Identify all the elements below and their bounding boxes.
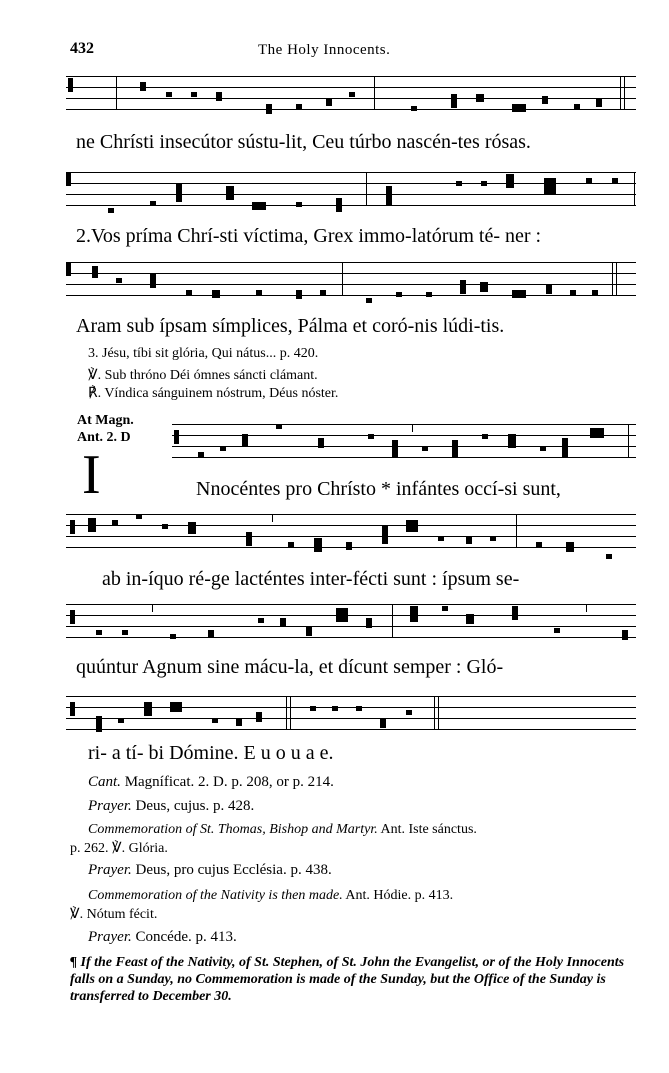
antiphon-lyric-line: ab in-íquo ré-ge lacténtes inter-fécti sunt : ípsum se- <box>102 568 520 590</box>
antiphon-label: At Magn. Ant. 2. D <box>77 413 134 445</box>
rubric-prayer: Prayer. Concéde. p. 413. <box>88 929 237 945</box>
chant-lyric-line: ne Chrísti insecútor sústu-lit, Ceu túrbo nascén-tes rósas. <box>76 131 531 153</box>
rubric-reference: p. 262. ℣. Glória. <box>70 841 168 856</box>
antiphon-lyric-line: Nnocéntes pro Chrísto * infántes occí-si sunt, <box>196 478 561 500</box>
clef <box>68 78 73 92</box>
antiphon-lyric-line: quúntur Agnum sine mácu-la, et dícunt semper : Gló- <box>76 656 504 678</box>
music-staff <box>66 262 636 306</box>
music-staff <box>66 514 636 558</box>
rubric-commemoration: Commemoration of St. Thomas, Bishop and Martyr. Ant. Iste sánctus. <box>88 822 477 837</box>
rubric-reference: ℣. Nótum fécit. <box>70 907 158 922</box>
music-staff <box>66 604 636 648</box>
verse-line: 3. Jésu, tíbi sit glória, Qui nátus... p. 420. <box>88 346 319 361</box>
versicle: ℣. Sub thróno Déi ómnes sáncti clámant. <box>88 368 318 383</box>
page-title: The Holy Innocents. <box>258 42 391 58</box>
music-staff <box>66 696 636 740</box>
clef <box>66 262 71 276</box>
clef <box>70 610 75 624</box>
footnote-rubric: ¶ If the Feast of the Nativity, of St. Stephen, of St. John the Evangelist, or of the Holy Innocents falls on a Sunday, no Commemoration is made of the Sunday, but the Office of the Sunday is transferred to December 30. <box>70 955 625 1004</box>
antiphon-lyric-line: ri- a tí- bi Dómine. E u o u a e. <box>88 742 334 764</box>
clef <box>70 520 75 534</box>
clef <box>174 430 179 444</box>
rubric-prayer: Prayer. Deus, pro cujus Ecclésia. p. 438. <box>88 862 332 878</box>
rubric-prayer: Prayer. Deus, cujus. p. 428. <box>88 798 255 814</box>
music-staff <box>66 172 636 216</box>
rubric-canticle: Cant. Magníficat. 2. D. p. 208, or p. 214. <box>88 774 334 790</box>
rubric-commemoration: Commemoration of the Nativity is then made. Ant. Hódie. p. 413. <box>88 888 454 903</box>
clef <box>66 172 71 186</box>
page-number: 432 <box>70 40 94 57</box>
drop-cap-initial: I <box>82 444 101 506</box>
music-staff <box>66 76 636 120</box>
response: ℟. Víndica sánguinem nóstrum, Déus nóster. <box>88 386 339 401</box>
clef <box>70 702 75 716</box>
chant-lyric-line: Aram sub ípsam símplices, Pálma et coró-nis lúdi-tis. <box>76 315 505 337</box>
music-staff <box>172 424 636 468</box>
chant-lyric-line: 2.Vos príma Chrí-sti víctima, Grex immo-latórum té- ner : <box>76 225 542 247</box>
